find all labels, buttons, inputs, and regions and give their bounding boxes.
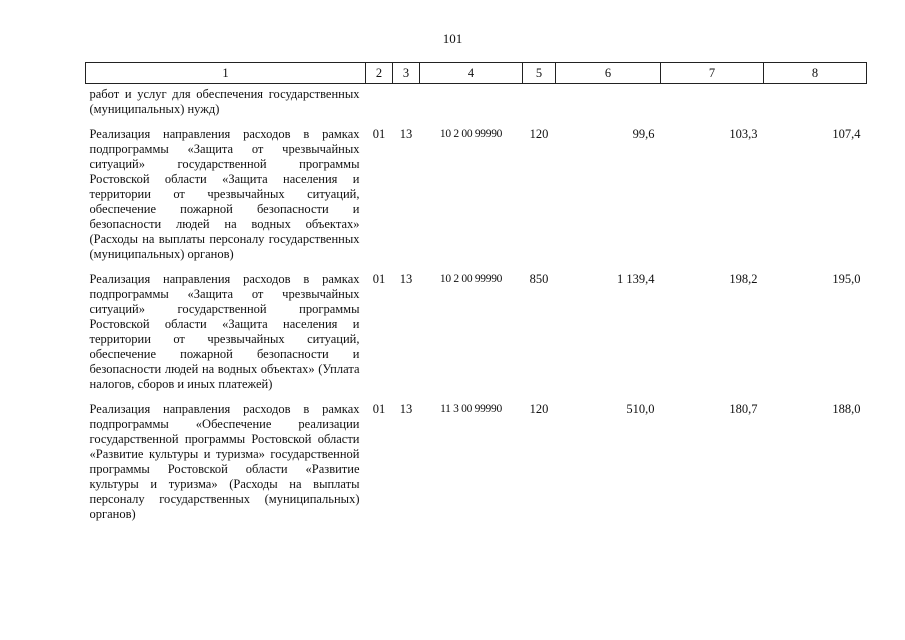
vr-cell: 120 bbox=[529, 127, 549, 141]
row-name-cell: Реализация направления расходов в рамках подпрограммы «Защита от чрезвычайных ситуаций» государственной программы Ростовской области «Защита населения и территории от чрезвычайных ситуаций, обеспечение пожарной безопасности и безопасности людей на водных объектах» (Расходы на выплаты персоналу государственных (муниципальных) органов) bbox=[89, 127, 360, 261]
year1-cell: 1 139,4 bbox=[617, 272, 655, 286]
rz-cell: 01 bbox=[372, 272, 386, 286]
pr-cell: 13 bbox=[399, 272, 413, 286]
year3-cell: 195,0 bbox=[832, 272, 861, 286]
table-row-continuation bbox=[86, 84, 867, 122]
row-name-cell: Реализация направления расходов в рамках подпрограммы «Защита от чрезвычайных ситуаций» государственной программы Ростовской области «Защита населения и территории от чрезвычайных ситуаций, обеспечение пожарной безопасности и безопасности людей на водных объектах» (Уплата налогов, сборов и иных платежей) bbox=[89, 272, 360, 391]
csr-cell: 10 2 00 99990 bbox=[439, 128, 503, 140]
row-name-cell: Реализация направления расходов в рамках подпрограммы «Обеспечение реализации государственной программы Ростовской области «Развитие культуры и туризма» государственной программы Ростовской области «Развитие культуры и туризма» (Расходы на выплаты персоналу государственных (муниципальных) органов) bbox=[89, 402, 360, 521]
year3-cell: 188,0 bbox=[832, 402, 861, 416]
header-row bbox=[86, 63, 867, 84]
header-col-5: 5 bbox=[523, 63, 556, 84]
header-col-6: 6 bbox=[556, 63, 661, 84]
table-row bbox=[86, 266, 867, 396]
year2-cell: 103,3 bbox=[729, 127, 758, 141]
pr-cell: 13 bbox=[399, 127, 413, 141]
table-row bbox=[86, 121, 867, 266]
year2-cell: 180,7 bbox=[729, 402, 758, 416]
rz-cell: 01 bbox=[372, 402, 386, 416]
pr-cell: 13 bbox=[399, 402, 413, 416]
year3-cell: 107,4 bbox=[832, 127, 861, 141]
table-row bbox=[86, 396, 867, 526]
year1-cell: 99,6 bbox=[632, 127, 655, 141]
page-number: 101 bbox=[442, 31, 463, 46]
rz-cell: 01 bbox=[372, 127, 386, 141]
vr-cell: 120 bbox=[529, 402, 549, 416]
header-col-7: 7 bbox=[661, 63, 764, 84]
year1-cell: 510,0 bbox=[626, 402, 655, 416]
header-col-4: 4 bbox=[420, 63, 523, 84]
vr-cell: 850 bbox=[529, 272, 549, 286]
csr-cell: 11 3 00 99990 bbox=[440, 403, 502, 415]
table-header bbox=[86, 63, 867, 84]
header-col-2: 2 bbox=[366, 63, 393, 84]
csr-cell: 10 2 00 99990 bbox=[439, 273, 503, 285]
header-col-3: 3 bbox=[393, 63, 420, 84]
budget-table bbox=[85, 62, 867, 526]
header-col-1: 1 bbox=[86, 63, 366, 84]
row-name-cell: работ и услуг для обеспечения государственных (муниципальных) нужд) bbox=[89, 87, 360, 116]
year2-cell: 198,2 bbox=[729, 272, 758, 286]
header-col-8: 8 bbox=[764, 63, 867, 84]
